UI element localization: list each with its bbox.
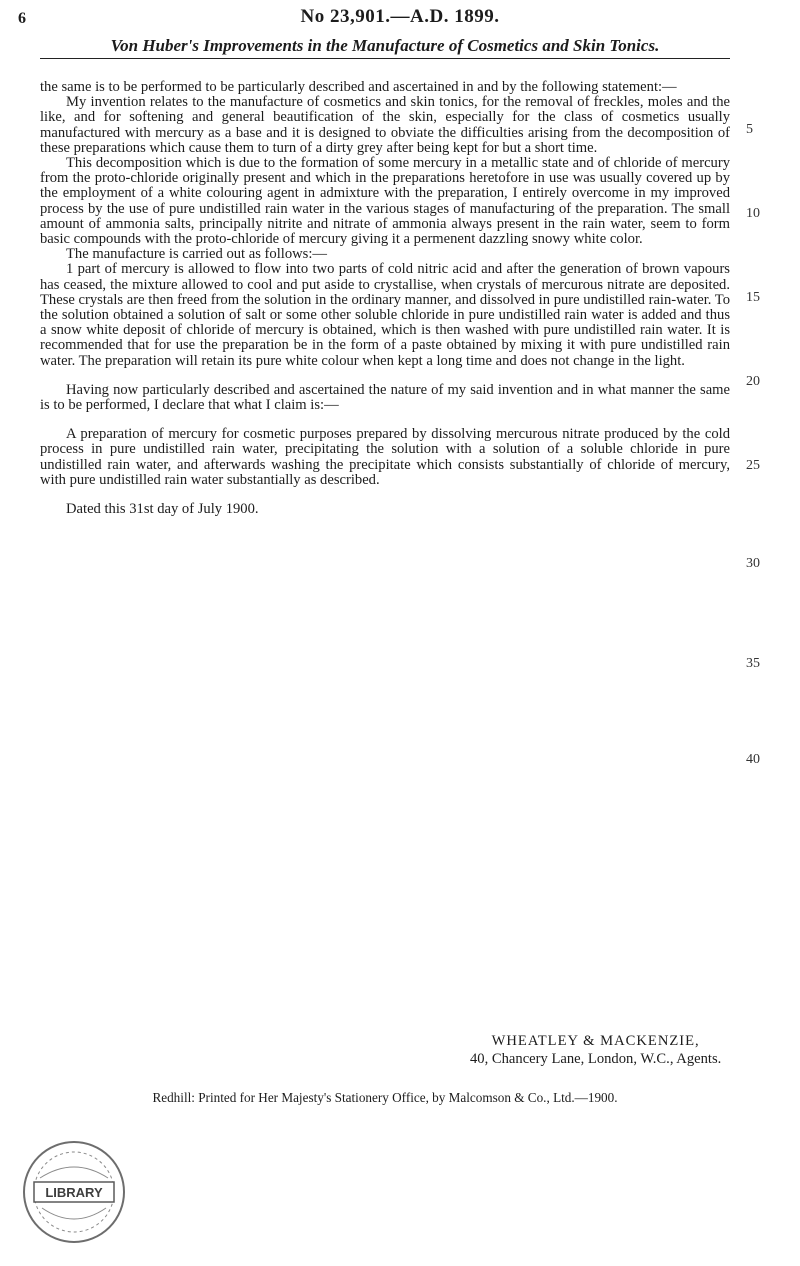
line-number: 35 xyxy=(746,656,760,671)
library-stamp-seal xyxy=(20,1138,128,1246)
signature-block xyxy=(470,1032,721,1068)
line-number: 15 xyxy=(746,290,760,305)
line-number: 40 xyxy=(746,752,760,767)
page-corner-mark: 6 xyxy=(18,10,26,27)
paragraph-intro: the same is to be performed to be particularly described and ascertained in and by the following statement:— xyxy=(40,79,677,95)
line-number: 10 xyxy=(746,206,760,221)
patent-number-heading: No 23,901.—A.D. 1899. xyxy=(300,6,500,27)
paragraph-manufacture-intro: The manufacture is carried out as follows:— xyxy=(66,246,327,263)
paragraph-claim-intro: Having now particularly described and ascertained the nature of my said invention and in what manner the same is to be performed, I declare that what I claim is:— xyxy=(40,381,730,414)
running-title: Von Huber's Improvements in the Manufacture of Cosmetics and Skin Tonics. xyxy=(40,36,730,59)
printer-imprint: Redhill: Printed for Her Majesty's Stationery Office, by Malcomson & Co., Ltd.—1900. xyxy=(152,1090,618,1105)
paragraph-decomposition: This decomposition which is due to the formation of some mercury in a metallic state and of chloride of mercury from the proto-chloride originally present and which in the preparations heretofore in use was usually covered up by the employment of a white colouring agent in admixture with the preparation, I entirely overcome in my improved process by the use of pure undistilled rain water in the various stages of manufacturing of the preparation. The small amount of ammonia salts, principally nitrite and nitrate of ammonia always present in the rain water, seem to form basic compounds with the proto-chloride of mercury giving it a permenent dazzling snowy white color. xyxy=(40,155,730,248)
line-number: 25 xyxy=(746,458,760,473)
line-number: 5 xyxy=(746,122,753,137)
line-number: 20 xyxy=(746,374,760,389)
paragraph-dated: Dated this 31st day of July 1900. xyxy=(66,501,259,518)
agent-address: 40, Chancery Lane, London, W.C., Agents. xyxy=(470,1051,722,1067)
paragraph-process: 1 part of mercury is allowed to flow into two parts of cold nitric acid and after the generation of brown vapours has ceased, the mixture allowed to cool and put aside to crystallise, when crystals of mercurous nitrate are deposited. These crystals are then freed from the solution in the ordinary manner, and dissolved in pure undistilled rain-water. To the solution obtained a solution of salt or some other soluble chloride in pure undistilled rain water is added and thus a snow white deposit of chloride of mercury is obtained, which is then washed with pure undistilled rain water. It is recommended that for use the preparation be in the form of a paste obtained by mixing it with pure undistilled rain water. The preparation will retain its pure white colour when kept a long time and does not change in the light. xyxy=(40,261,730,369)
line-number: 30 xyxy=(746,556,760,571)
stamp-label: LIBRARY xyxy=(45,1185,103,1200)
patent-body-text xyxy=(40,80,730,517)
agent-firm: WHEATLEY & MACKENZIE, xyxy=(491,1033,700,1049)
paragraph-claim: A preparation of mercury for cosmetic purposes prepared by dissolving mercurous nitrate produced by the cold process in pure undistilled rain water, precipitating the solution with a solution of a soluble chloride in pure undistilled rain water, and afterwards washing the precipitate which consists substantially of chloride of mercury, with pure undistilled rain water substantially as described. xyxy=(40,426,730,488)
paragraph-invention: My invention relates to the manufacture of cosmetics and skin tonics, for the removal of freckles, moles and the like, and for softening and general beautification of the skin, especially for the class of cosmetics usually manufactured with mercury as a base and it is designed to obviate the difficulties arising from the decomposition of these preparations which cause them to turn of a dirty grey after being kept for but a short time. xyxy=(40,94,730,156)
